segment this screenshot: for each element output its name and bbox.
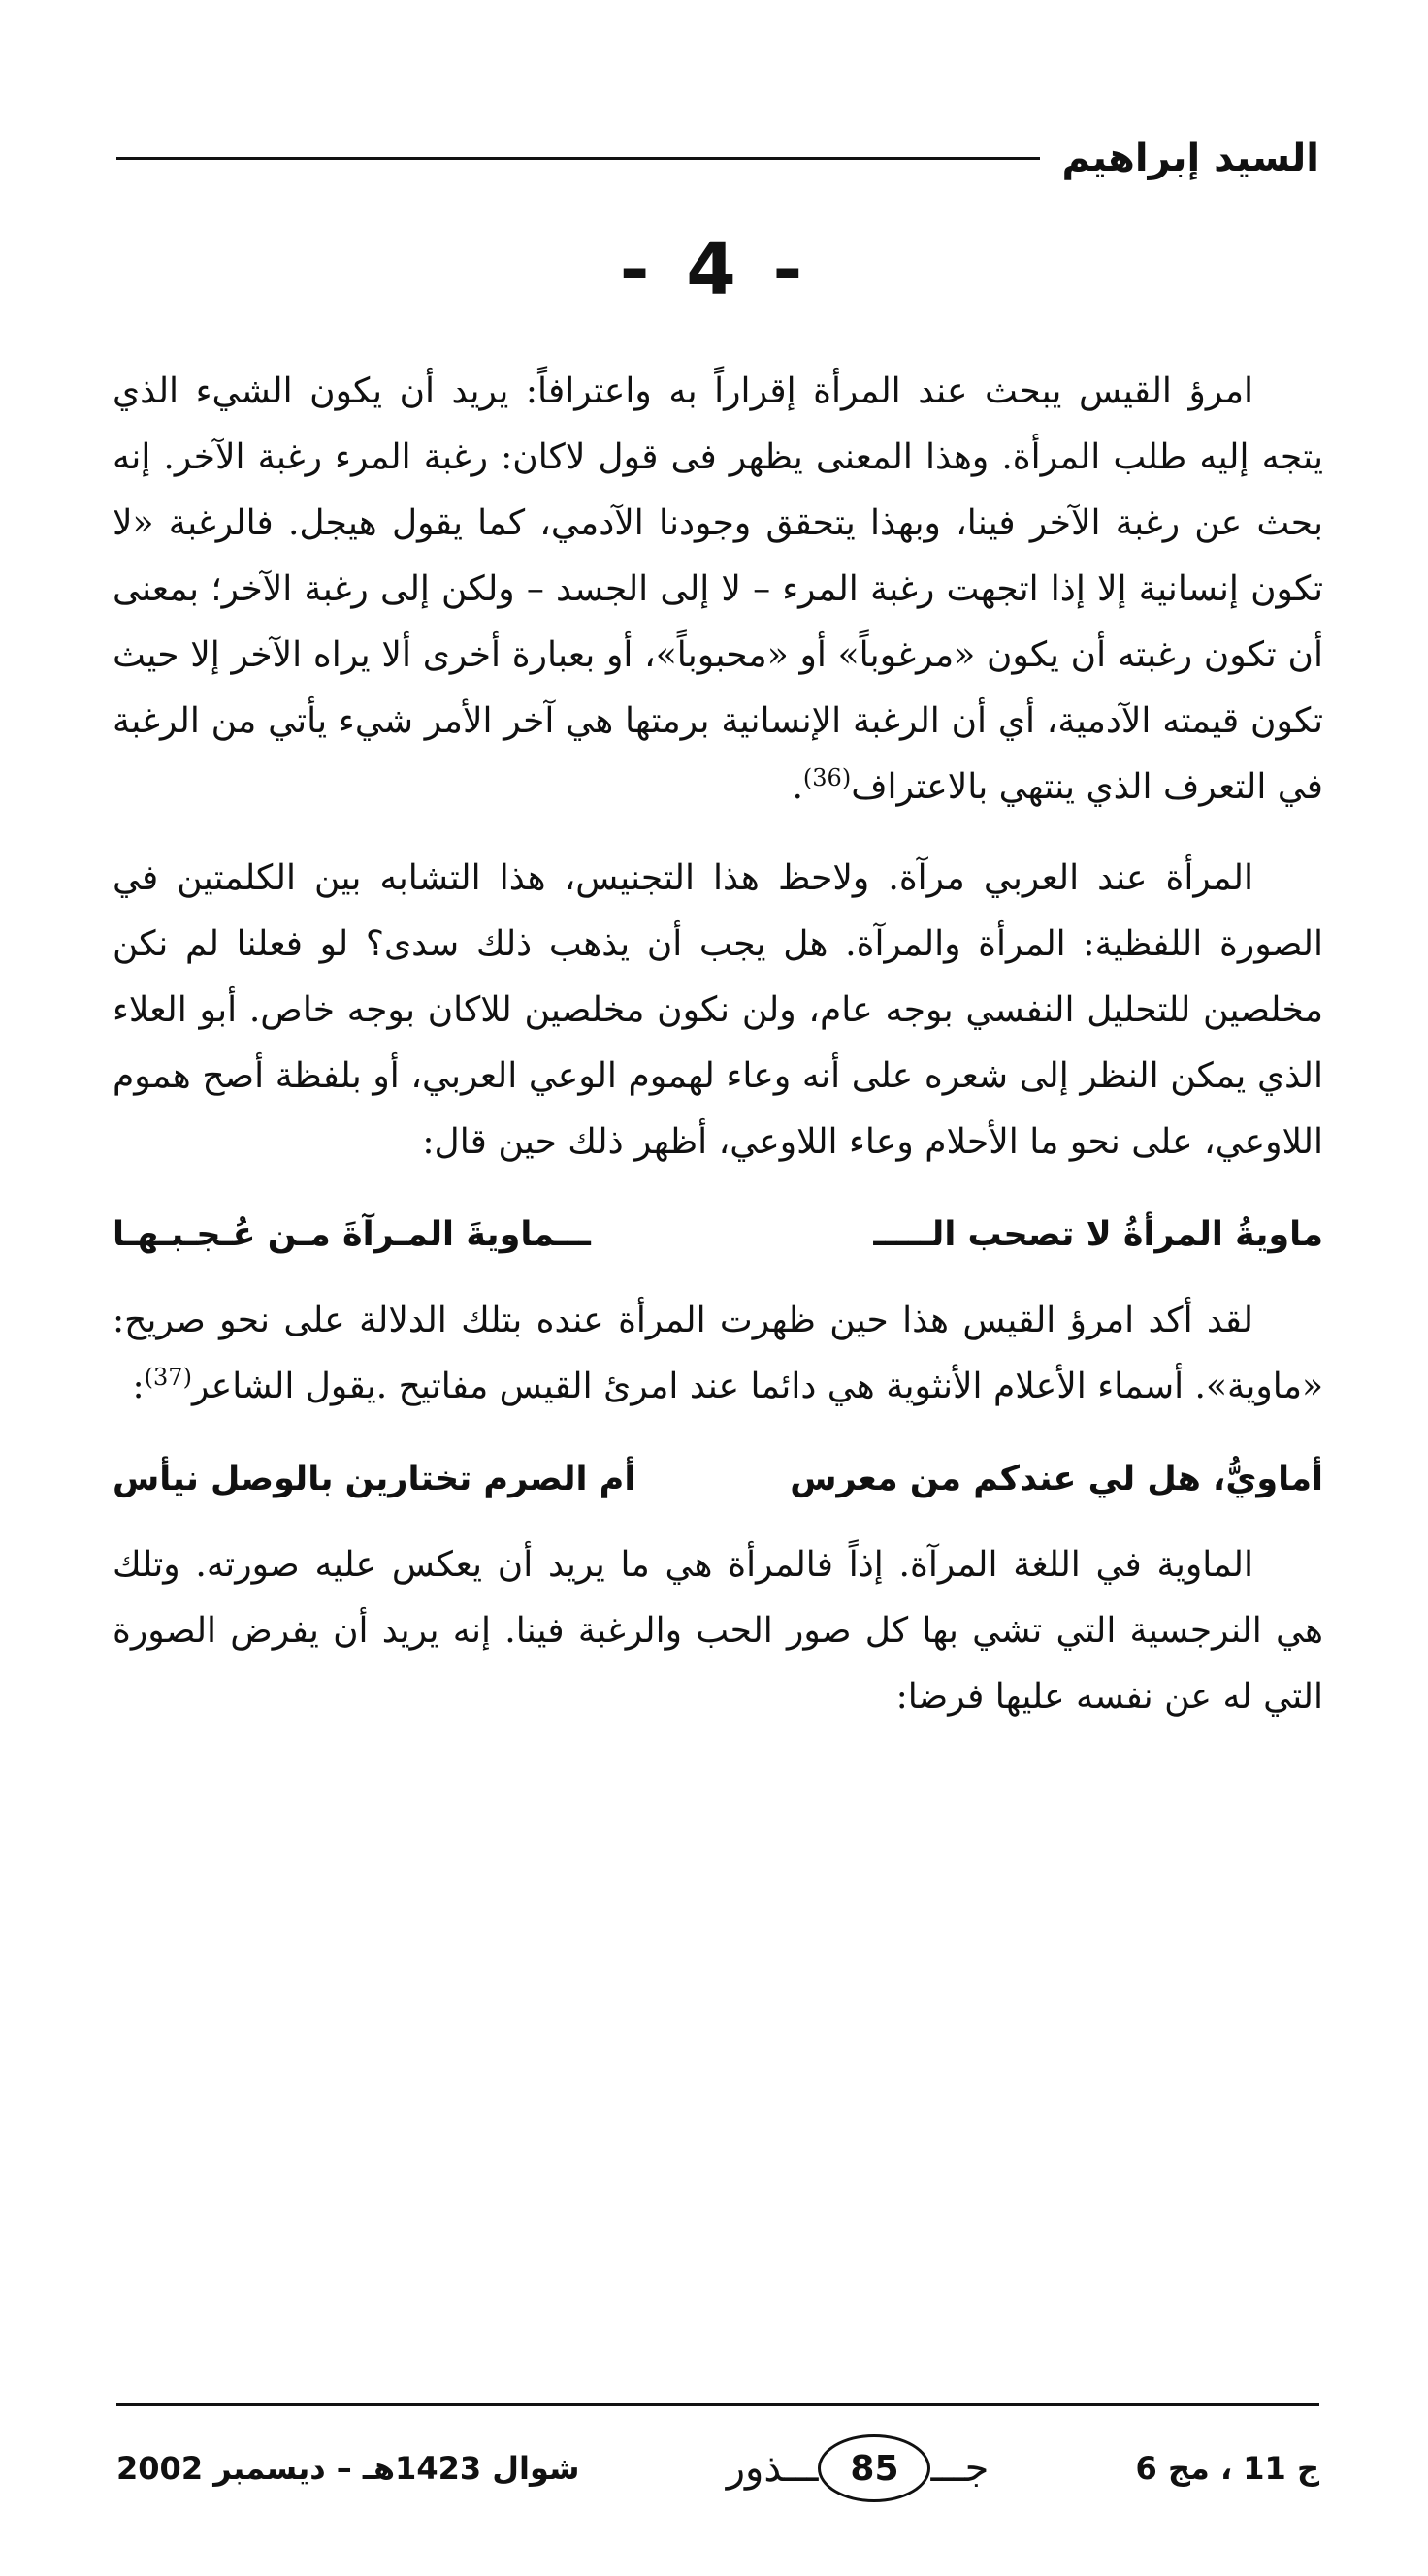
issue-volume: ج 11 ، مج 6 <box>1135 2450 1319 2487</box>
page-number: 85 <box>818 2434 930 2502</box>
verse-1 <box>113 1201 1323 1269</box>
journal-name <box>727 2434 990 2502</box>
footer-rule <box>116 2403 1319 2406</box>
section-number: - 4 - <box>619 228 809 311</box>
running-header <box>116 124 1319 192</box>
verse-2-second-hemistich: أم الصرم تختارين بالوصل نيأس <box>113 1460 636 1498</box>
paragraph-3 <box>113 1288 1323 1420</box>
author-name: السيد إبراهيم <box>1061 136 1319 180</box>
paragraph-1 <box>113 359 1323 821</box>
footnote-ref-36: (36) <box>802 764 852 791</box>
paragraph-1-text: امرؤ القيس يبحث عند المرأة إقراراً به واعترافاً: يريد أن يكون الشيء الذي يتجه إليه طلب المرأة. وهذا المعنى يظهر فى قول لاكان: رغبة المرء رغبة الآخر. إنه بحث عن رغبة الآخر فينا، وبهذا يتحقق وجودنا الآدمي، كما يقول هيجل. فالرغبة «لا تكون إنسانية إلا إذا اتجهت رغبة المرء – لا إلى الجسد – ولكن إلى رغبة الآخر؛ بمعنى أن تكون رغبته أن يكون «مرغوباً» أو «محبوباً»، أو بعبارة أخرى ألا يراه الآخر إلا حيث تكون قيمته الآدمية، أي أن الرغبة الإنسانية برمتها هي آخر الأمر شيء يأتي من الرغبة في التعرف الذي ينتهي بالاعتراف <box>113 371 1323 807</box>
journal-name-start: جـــ <box>930 2446 990 2491</box>
paragraph-3-text: لقد أكد امرؤ القيس هذا حين ظهرت المرأة عنده بتلك الدلالة على نحو صريح: «ماوية». أسماء الأعلام الأنثوية هي دائما عند امرئ القيس مفاتيح .يقول الشاعر <box>113 1301 1323 1406</box>
body-text <box>113 359 1323 1755</box>
paragraph-3-end: : <box>132 1367 145 1406</box>
footnote-ref-37: (37) <box>144 1364 192 1391</box>
verse-2-first-hemistich: أماويُّ، هل لي عندكم من معرس <box>790 1460 1323 1498</box>
paragraph-4: الماوية في اللغة المرآة. إذاً فالمرأة هي ما يريد أن يعكس عليه صورته. وتلك هي النرجسية التي تشي بها كل صور الحب والرغبة فينا. إنه يريد أن يفرض الصورة التي له عن نفسه عليها فرضا: <box>113 1545 1323 1717</box>
journal-name-end: ـــذور <box>726 2446 819 2491</box>
paragraph-2: المرأة عند العربي مرآة. ولاحظ هذا التجنيس، هذا التشابه بين الكلمتين في الصورة اللفظية: المرأة والمرآة. هل يجب أن يذهب ذلك سدى؟ لو فعلنا لم نكن مخلصين للتحليل النفسي بوجه عام، ولن نكون مخلصين للاكان بوجه خاص. أبو العلاء الذي يمكن النظر إلى شعره على أنه وعاء لهموم الوعي العربي، أو بلفظة أصح هموم اللاوعي، على نحو ما الأحلام وعاء اللاوعي، أظهر ذلك حين قال: <box>113 858 1323 1162</box>
header-rule <box>116 157 1040 160</box>
verse-1-second-hemistich: ـــماويةَ المـرآةَ مـن عُـجـبـهـا <box>113 1215 591 1254</box>
paragraph-1-end: . <box>792 767 803 807</box>
publication-date: شوال 1423هـ – ديسمبر 2002 <box>116 2450 580 2487</box>
verse-1-first-hemistich: ماويةُ المرأةُ لا تصحب الـــــ <box>873 1215 1323 1254</box>
page-footer <box>116 2425 1319 2512</box>
verse-2 <box>113 1445 1323 1513</box>
